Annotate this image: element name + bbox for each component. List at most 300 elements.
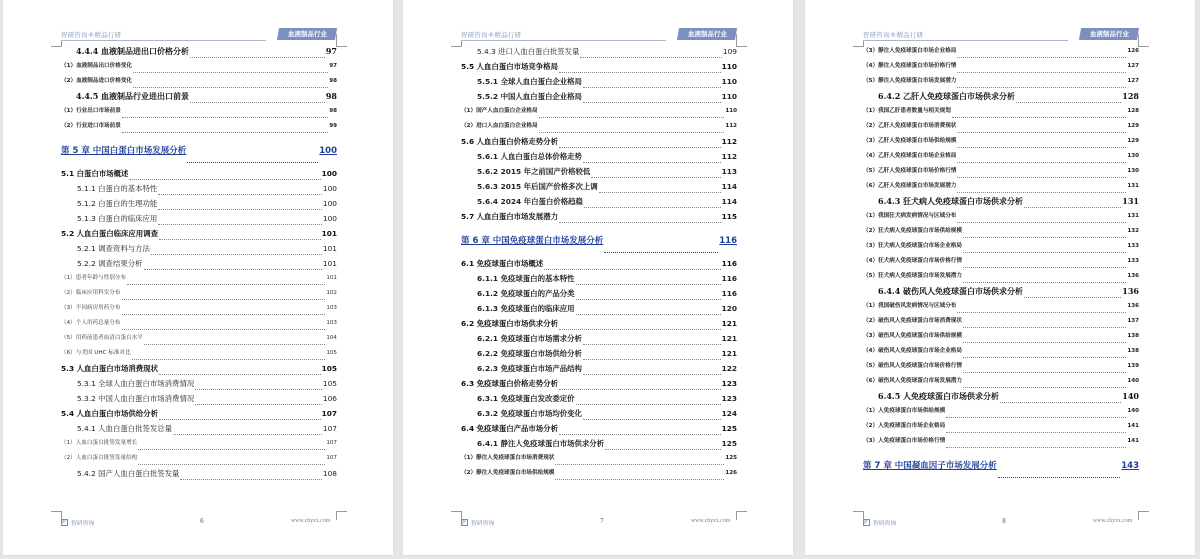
toc-item[interactable] bbox=[863, 376, 1139, 391]
header-brand: 智研咨询®精品行研 bbox=[61, 31, 122, 39]
dot-leader bbox=[963, 327, 1126, 328]
dot-leader bbox=[539, 117, 725, 118]
toc-entry-title: 5.1.1 白蛋白的基本特性 bbox=[77, 184, 158, 193]
toc-entry-page: 110 bbox=[725, 108, 737, 114]
toc-item[interactable] bbox=[61, 453, 337, 468]
toc-entry-title: （2）临床应用科室分布 bbox=[61, 290, 121, 296]
toc-entry-title: （1）我国破伤风发病情况与区域分布 bbox=[863, 303, 957, 309]
toc-entry-page: 140 bbox=[1127, 378, 1139, 384]
toc-entry-title: 第 7 章 中国凝血因子市场发展分析 bbox=[863, 461, 997, 471]
toc-item[interactable] bbox=[863, 166, 1139, 181]
dot-leader bbox=[946, 447, 1126, 448]
toc-entry-title: 6.1.2 免疫球蛋白的产品分类 bbox=[477, 289, 575, 298]
toc-entry-title: （4）狂犬病人免疫球蛋白市场价格行情 bbox=[863, 258, 962, 264]
footer-url[interactable]: www.chyxx.com bbox=[1093, 518, 1133, 524]
document-page-6 bbox=[3, 0, 393, 555]
dot-leader bbox=[604, 252, 718, 253]
dot-leader bbox=[559, 72, 721, 73]
toc-item[interactable] bbox=[61, 438, 337, 453]
toc-entry-page: 121 bbox=[721, 319, 737, 328]
dot-leader bbox=[122, 299, 326, 300]
toc-subsection[interactable] bbox=[461, 438, 737, 453]
toc-entry-title: （5）乙肝人免疫球蛋白市场价格行情 bbox=[863, 168, 957, 174]
dot-leader bbox=[957, 72, 1126, 73]
footer-corner-mark bbox=[736, 511, 747, 520]
toc-item[interactable] bbox=[461, 106, 737, 121]
toc-entry-page: 123 bbox=[721, 379, 737, 388]
toc-entry-title: 6.2.2 免疫球蛋白市场供给分析 bbox=[477, 349, 582, 358]
dot-leader bbox=[957, 57, 1126, 58]
toc-entry-page: 127 bbox=[1127, 78, 1139, 84]
dot-leader bbox=[591, 177, 720, 178]
dot-leader bbox=[957, 312, 1126, 313]
header-rule bbox=[461, 40, 666, 41]
toc-entry-page: 112 bbox=[721, 152, 737, 161]
toc-entry-title: （2）破伤风人免疫球蛋白市场消费现状 bbox=[863, 318, 962, 324]
toc-item[interactable] bbox=[61, 333, 337, 348]
footer-logo: 智研咨询 bbox=[61, 518, 94, 527]
dot-leader bbox=[583, 419, 721, 420]
toc-entry-title: （2）狂犬病人免疫球蛋白市场供给规模 bbox=[863, 228, 962, 234]
toc-item[interactable] bbox=[863, 106, 1139, 121]
dot-leader bbox=[190, 57, 325, 58]
toc-item[interactable] bbox=[61, 288, 337, 303]
header-industry-badge: 血液制品行业 bbox=[1079, 28, 1139, 40]
dot-leader bbox=[957, 87, 1126, 88]
toc-entry-page: 136 bbox=[1127, 273, 1139, 279]
toc-item[interactable] bbox=[461, 468, 737, 483]
toc-entry-page: 98 bbox=[329, 78, 337, 84]
toc-entry-title: （5）静注人免疫球蛋白市场发展潜力 bbox=[863, 78, 957, 84]
toc-entry-title: （2）人血白蛋白批签发量结构 bbox=[61, 455, 138, 461]
toc-subsection[interactable] bbox=[61, 198, 337, 213]
toc-item[interactable] bbox=[863, 271, 1139, 286]
toc-entry-page: 102 bbox=[326, 290, 337, 296]
toc-entry-title: 6.4.5 人免疫球蛋白市场供求分析 bbox=[878, 391, 1000, 401]
toc-entry-title: 5.1 白蛋白市场概述 bbox=[61, 169, 129, 178]
header-rule bbox=[61, 40, 266, 41]
toc-item[interactable] bbox=[863, 421, 1139, 436]
toc-entry-title: 5.5.1 全球人血白蛋白企业格局 bbox=[477, 77, 582, 86]
toc-subsection[interactable] bbox=[863, 91, 1139, 106]
toc-entry-page: 126 bbox=[725, 470, 737, 476]
toc-entry-page: 97 bbox=[325, 46, 337, 56]
toc-entry-page: 121 bbox=[721, 349, 737, 358]
dot-leader bbox=[122, 314, 326, 315]
toc-section[interactable] bbox=[461, 258, 737, 273]
toc-subsection[interactable] bbox=[61, 213, 337, 228]
toc-entry-page: 125 bbox=[721, 439, 737, 448]
toc-section[interactable] bbox=[61, 168, 337, 183]
dot-leader bbox=[159, 419, 321, 420]
toc-item[interactable] bbox=[863, 121, 1139, 136]
toc-entry-title: （5）用药前患者血清白蛋白水平 bbox=[61, 335, 143, 341]
logo-icon bbox=[461, 519, 468, 526]
toc-entry-title: 5.2.2 调查结果分析 bbox=[77, 259, 143, 268]
dot-leader bbox=[151, 254, 322, 255]
toc-entry-title: （2）血液制品进口价格变化 bbox=[61, 78, 133, 84]
toc-item[interactable] bbox=[863, 361, 1139, 376]
toc-entry-title: （2）人免疫球蛋白市场企业格局 bbox=[863, 423, 946, 429]
header-industry-badge: 血液制品行业 bbox=[277, 28, 337, 40]
toc-entry-title: 4.4.5 血液制品行业进出口前景 bbox=[76, 91, 190, 101]
toc-item[interactable] bbox=[863, 301, 1139, 316]
toc-entry-title: 5.2.1 调查资料与方法 bbox=[77, 244, 150, 253]
toc-entry-page: 116 bbox=[721, 274, 737, 283]
toc-subsection[interactable] bbox=[461, 181, 737, 196]
dot-leader bbox=[580, 57, 721, 58]
toc-section[interactable] bbox=[461, 211, 737, 226]
toc-item[interactable] bbox=[863, 46, 1139, 61]
dot-leader bbox=[1024, 207, 1121, 208]
dot-leader bbox=[963, 357, 1126, 358]
toc-subsection[interactable] bbox=[461, 151, 737, 166]
toc-entry-title: （1）人血白蛋白批签发量增长 bbox=[61, 440, 138, 446]
dot-leader bbox=[559, 222, 721, 223]
toc-entry-page: 104 bbox=[326, 335, 337, 341]
toc-list bbox=[863, 46, 1139, 483]
toc-subsection[interactable] bbox=[61, 243, 337, 258]
dot-leader bbox=[559, 329, 721, 330]
toc-entry-page: 122 bbox=[721, 364, 737, 373]
toc-entry-page: 128 bbox=[1122, 91, 1139, 101]
toc-entry-title: 5.6 人血白蛋白价格走势分析 bbox=[461, 137, 558, 146]
toc-subsection[interactable] bbox=[863, 286, 1139, 301]
toc-entry-page: 123 bbox=[721, 394, 737, 403]
dot-leader bbox=[576, 284, 721, 285]
dot-leader bbox=[583, 359, 721, 360]
toc-entry-page: 131 bbox=[1122, 196, 1139, 206]
dot-leader bbox=[559, 434, 721, 435]
toc-entry-page: 140 bbox=[1127, 408, 1139, 414]
toc-entry-page: 136 bbox=[1122, 286, 1139, 296]
toc-section[interactable] bbox=[461, 318, 737, 333]
dot-leader bbox=[159, 374, 321, 375]
toc-entry-page: 125 bbox=[725, 455, 737, 461]
toc-entry-title: 6.3.2 免疫球蛋白市场均价变化 bbox=[477, 409, 582, 418]
dot-leader bbox=[583, 374, 721, 375]
dot-leader bbox=[173, 434, 322, 435]
toc-entry-title: （1）我国乙肝患者数量与相关规划 bbox=[863, 108, 951, 114]
toc-entry-page: 101 bbox=[326, 275, 337, 281]
footer-url[interactable]: www.chyxx.com bbox=[291, 518, 331, 524]
toc-subsection[interactable] bbox=[863, 391, 1139, 406]
toc-subsection[interactable] bbox=[461, 273, 737, 288]
toc-subsection[interactable] bbox=[461, 196, 737, 211]
header-corner-mark bbox=[336, 34, 347, 47]
toc-list bbox=[61, 46, 337, 483]
toc-entry-page: 121 bbox=[721, 334, 737, 343]
toc-entry-title: 6.1.1 免疫球蛋白的基本特性 bbox=[477, 274, 575, 283]
toc-entry-title: （1）血液制品出口价格变化 bbox=[61, 63, 133, 69]
dot-leader bbox=[957, 177, 1126, 178]
toc-item[interactable] bbox=[461, 121, 737, 136]
dot-leader bbox=[957, 222, 1126, 223]
toc-item[interactable] bbox=[863, 406, 1139, 421]
toc-entry-title: 6.4.2 乙肝人免疫球蛋白市场供求分析 bbox=[878, 91, 1016, 101]
toc-item[interactable] bbox=[863, 151, 1139, 166]
toc-entry-title: （4）破伤风人免疫球蛋白市场企业格局 bbox=[863, 348, 962, 354]
logo-icon bbox=[61, 519, 68, 526]
dot-leader bbox=[195, 389, 322, 390]
dot-leader bbox=[539, 132, 725, 133]
dot-leader bbox=[952, 117, 1127, 118]
toc-item[interactable] bbox=[61, 61, 337, 76]
toc-entry-page: 141 bbox=[1127, 423, 1139, 429]
toc-subsection[interactable] bbox=[461, 408, 737, 423]
toc-entry-title: 5.6.3 2015 年后国产价格多次上调 bbox=[477, 182, 598, 191]
footer-logo: 智研咨询 bbox=[461, 518, 494, 527]
toc-entry-page: 100 bbox=[322, 184, 337, 193]
toc-entry-title: 5.3.2 中国人血白蛋白市场消费情况 bbox=[77, 394, 195, 403]
dot-leader bbox=[946, 417, 1126, 418]
toc-entry-title: （3）不同病房用药分布 bbox=[61, 305, 121, 311]
toc-section[interactable] bbox=[461, 423, 737, 438]
toc-section[interactable] bbox=[61, 228, 337, 243]
toc-entry-title: 5.4.3 进口人血白蛋白批签发量 bbox=[477, 47, 580, 56]
toc-item[interactable] bbox=[863, 76, 1139, 91]
toc-entry-title: 5.4.2 国产人血白蛋白批签发量 bbox=[77, 469, 180, 478]
dot-leader bbox=[555, 464, 724, 465]
dot-leader bbox=[963, 387, 1126, 388]
dot-leader bbox=[583, 344, 721, 345]
header-brand: 智研咨询®精品行研 bbox=[863, 31, 924, 39]
toc-entry-title: 6.1.3 免疫球蛋白的临床应用 bbox=[477, 304, 575, 313]
dot-leader bbox=[963, 237, 1126, 238]
dot-leader bbox=[584, 207, 721, 208]
dot-leader bbox=[583, 87, 721, 88]
toc-subsection[interactable] bbox=[461, 76, 737, 91]
dot-leader bbox=[159, 239, 321, 240]
toc-entry-page: 106 bbox=[322, 394, 337, 403]
toc-entry-page: 103 bbox=[326, 320, 337, 326]
toc-entry-title: （1）人免疫球蛋白市场供给规模 bbox=[863, 408, 946, 414]
toc-subsection[interactable] bbox=[461, 393, 737, 408]
toc-item[interactable] bbox=[61, 76, 337, 91]
toc-subsection[interactable] bbox=[461, 288, 737, 303]
toc-entry-page: 109 bbox=[722, 47, 737, 56]
dot-leader bbox=[158, 194, 322, 195]
toc-entry-title: 6.4.1 静注人免疫球蛋白市场供求分析 bbox=[477, 439, 605, 448]
dot-leader bbox=[576, 299, 721, 300]
dot-leader bbox=[187, 162, 318, 163]
dot-leader bbox=[998, 477, 1120, 478]
toc-item[interactable] bbox=[61, 348, 337, 363]
dot-leader bbox=[1016, 102, 1121, 103]
toc-entry-page: 137 bbox=[1127, 318, 1139, 324]
toc-item[interactable] bbox=[61, 318, 337, 333]
toc-item[interactable] bbox=[863, 241, 1139, 256]
toc-entry-title: （2）进口人血白蛋白企业格局 bbox=[461, 123, 538, 129]
toc-chapter[interactable] bbox=[863, 459, 1139, 481]
toc-entry-page: 112 bbox=[721, 137, 737, 146]
toc-subsection[interactable] bbox=[61, 423, 337, 438]
toc-entry-title: 6.2.3 免疫球蛋白市场产品结构 bbox=[477, 364, 582, 373]
toc-entry-page: 130 bbox=[1127, 153, 1139, 159]
toc-subsection[interactable] bbox=[61, 258, 337, 273]
toc-subsection[interactable] bbox=[61, 378, 337, 393]
toc-entry-page: 131 bbox=[1127, 213, 1139, 219]
toc-entry-page: 116 bbox=[721, 259, 737, 268]
toc-subsection[interactable] bbox=[461, 166, 737, 181]
toc-item[interactable] bbox=[61, 106, 337, 121]
toc-section[interactable] bbox=[61, 408, 337, 423]
toc-section[interactable] bbox=[461, 61, 737, 76]
toc-entry-title: 6.4 免疫球蛋白产品市场分析 bbox=[461, 424, 558, 433]
toc-entry-title: 第 5 章 中国白蛋白市场发展分析 bbox=[61, 146, 187, 156]
toc-entry-page: 124 bbox=[721, 409, 737, 418]
toc-subsection[interactable] bbox=[461, 91, 737, 106]
toc-section[interactable] bbox=[461, 378, 737, 393]
toc-entry-title: 6.1 免疫球蛋白市场概述 bbox=[461, 259, 544, 268]
toc-entry-page: 136 bbox=[1127, 303, 1139, 309]
toc-entry-title: （3）静注人免疫球蛋白市场企业格局 bbox=[863, 48, 957, 54]
toc-item[interactable] bbox=[461, 453, 737, 468]
toc-subsection[interactable] bbox=[461, 363, 737, 378]
dot-leader bbox=[957, 162, 1126, 163]
dot-leader bbox=[576, 314, 721, 315]
dot-leader bbox=[963, 342, 1126, 343]
toc-entry-title: （2）乙肝人免疫球蛋白市场消费现状 bbox=[863, 123, 957, 129]
toc-entry-title: 6.3 免疫球蛋白价格走势分析 bbox=[461, 379, 558, 388]
toc-entry-page: 128 bbox=[1127, 108, 1139, 114]
toc-entry-page: 98 bbox=[329, 108, 337, 114]
toc-entry-page: 114 bbox=[721, 197, 737, 206]
toc-entry-page: 105 bbox=[326, 350, 337, 356]
toc-section[interactable] bbox=[461, 136, 737, 151]
toc-entry-page: 127 bbox=[1127, 63, 1139, 69]
toc-entry-page: 138 bbox=[1127, 348, 1139, 354]
toc-entry-title: 6.2 免疫球蛋白市场供求分析 bbox=[461, 319, 558, 328]
toc-entry-title: 4.4.4 血液制品进出口价格分析 bbox=[76, 46, 190, 56]
toc-entry-title: （2）静注人免疫球蛋白市场供给规模 bbox=[461, 470, 555, 476]
toc-entry-page: 100 bbox=[322, 199, 337, 208]
toc-subsection[interactable] bbox=[461, 46, 737, 61]
toc-entry-page: 133 bbox=[1127, 243, 1139, 249]
toc-subsection[interactable] bbox=[461, 348, 737, 363]
toc-section[interactable] bbox=[61, 363, 337, 378]
toc-subsection[interactable] bbox=[61, 46, 337, 61]
dot-leader bbox=[583, 162, 721, 163]
toc-entry-page: 110 bbox=[721, 92, 737, 101]
toc-entry-title: 5.4 人血白蛋白市场供给分析 bbox=[61, 409, 158, 418]
toc-entry-page: 113 bbox=[721, 167, 737, 176]
toc-chapter[interactable] bbox=[61, 144, 337, 166]
dot-leader bbox=[1024, 297, 1121, 298]
dot-leader bbox=[138, 464, 325, 465]
toc-entry-page: 116 bbox=[719, 236, 737, 246]
toc-entry-title: （6）乙肝人免疫球蛋白市场发展潜力 bbox=[863, 183, 957, 189]
toc-item[interactable] bbox=[863, 226, 1139, 241]
toc-subsection[interactable] bbox=[461, 333, 737, 348]
logo-icon bbox=[863, 519, 870, 526]
toc-entry-page: 125 bbox=[721, 424, 737, 433]
dot-leader bbox=[1000, 402, 1121, 403]
toc-entry-title: 5.5 人血白蛋白市场竞争格局 bbox=[461, 62, 558, 71]
toc-item[interactable] bbox=[863, 136, 1139, 151]
toc-entry-title: （3）人免疫球蛋白市场价格行情 bbox=[863, 438, 946, 444]
toc-entry-title: （1）患者年龄与性别分布 bbox=[61, 275, 127, 281]
toc-entry-page: 115 bbox=[721, 212, 737, 221]
toc-entry-title: （2）行业进口市场前景 bbox=[61, 123, 121, 129]
header-industry-badge: 血液制品行业 bbox=[677, 28, 737, 40]
toc-subsection[interactable] bbox=[61, 468, 337, 483]
toc-subsection[interactable] bbox=[863, 196, 1139, 211]
dot-leader bbox=[122, 117, 328, 118]
dot-leader bbox=[129, 179, 320, 180]
toc-entry-title: 5.1.3 白蛋白的临床应用 bbox=[77, 214, 158, 223]
footer-logo: 智研咨询 bbox=[863, 518, 896, 527]
toc-entry-title: （3）狂犬病人免疫球蛋白市场企业格局 bbox=[863, 243, 962, 249]
toc-entry-page: 116 bbox=[721, 289, 737, 298]
toc-item[interactable] bbox=[863, 181, 1139, 196]
toc-item[interactable] bbox=[61, 303, 337, 318]
toc-item[interactable] bbox=[863, 346, 1139, 361]
toc-entry-page: 143 bbox=[1121, 461, 1139, 471]
toc-subsection[interactable] bbox=[61, 91, 337, 106]
dot-leader bbox=[555, 479, 724, 480]
toc-item[interactable] bbox=[863, 61, 1139, 76]
toc-entry-title: （4）静注人免疫球蛋白市场价格行情 bbox=[863, 63, 957, 69]
toc-list bbox=[461, 46, 737, 483]
toc-subsection[interactable] bbox=[61, 183, 337, 198]
toc-item[interactable] bbox=[61, 121, 337, 136]
dot-leader bbox=[957, 147, 1126, 148]
toc-entry-page: 107 bbox=[326, 455, 337, 461]
dot-leader bbox=[133, 72, 328, 73]
toc-item[interactable] bbox=[863, 211, 1139, 226]
toc-entry-title: 5.2 人血白蛋白临床应用调查 bbox=[61, 229, 158, 238]
toc-entry-title: 6.4.4 破伤风人免疫球蛋白市场供求分析 bbox=[878, 286, 1024, 296]
toc-entry-title: 5.6.4 2024 年白蛋白价格趋稳 bbox=[477, 197, 583, 206]
dot-leader bbox=[122, 329, 326, 330]
toc-item[interactable] bbox=[61, 273, 337, 288]
toc-entry-page: 138 bbox=[1127, 333, 1139, 339]
toc-entry-page: 114 bbox=[721, 182, 737, 191]
footer-corner-mark bbox=[1138, 511, 1149, 520]
toc-entry-page: 140 bbox=[1122, 391, 1139, 401]
dot-leader bbox=[576, 404, 721, 405]
toc-entry-page: 110 bbox=[721, 77, 737, 86]
toc-entry-title: 6.3.1 免疫球蛋白发改委定价 bbox=[477, 394, 575, 403]
dot-leader bbox=[195, 404, 322, 405]
toc-entry-page: 100 bbox=[322, 214, 337, 223]
dot-leader bbox=[957, 192, 1126, 193]
toc-item[interactable] bbox=[863, 331, 1139, 346]
toc-entry-title: （1）我国狂犬病发病情况与区域分布 bbox=[863, 213, 957, 219]
footer-url[interactable]: www.chyxx.com bbox=[691, 518, 731, 524]
dot-leader bbox=[144, 344, 325, 345]
page-number: 6 bbox=[200, 518, 204, 525]
toc-entry-page: 105 bbox=[321, 364, 337, 373]
toc-chapter[interactable] bbox=[461, 234, 737, 256]
page-number: 8 bbox=[1002, 518, 1006, 525]
dot-leader bbox=[158, 224, 322, 225]
dot-leader bbox=[583, 102, 721, 103]
toc-entry-title: （6）破伤风人免疫球蛋白市场发展潜力 bbox=[863, 378, 962, 384]
toc-item[interactable] bbox=[863, 436, 1139, 451]
toc-item[interactable] bbox=[863, 316, 1139, 331]
toc-entry-title: （3）破伤风人免疫球蛋白市场供给规模 bbox=[863, 333, 962, 339]
toc-entry-page: 100 bbox=[321, 169, 337, 178]
dot-leader bbox=[963, 372, 1126, 373]
toc-entry-page: 107 bbox=[321, 409, 337, 418]
toc-subsection[interactable] bbox=[61, 393, 337, 408]
toc-entry-title: （3）乙肝人免疫球蛋白市场供给规模 bbox=[863, 138, 957, 144]
toc-entry-page: 101 bbox=[321, 229, 337, 238]
toc-item[interactable] bbox=[863, 256, 1139, 271]
toc-subsection[interactable] bbox=[461, 303, 737, 318]
